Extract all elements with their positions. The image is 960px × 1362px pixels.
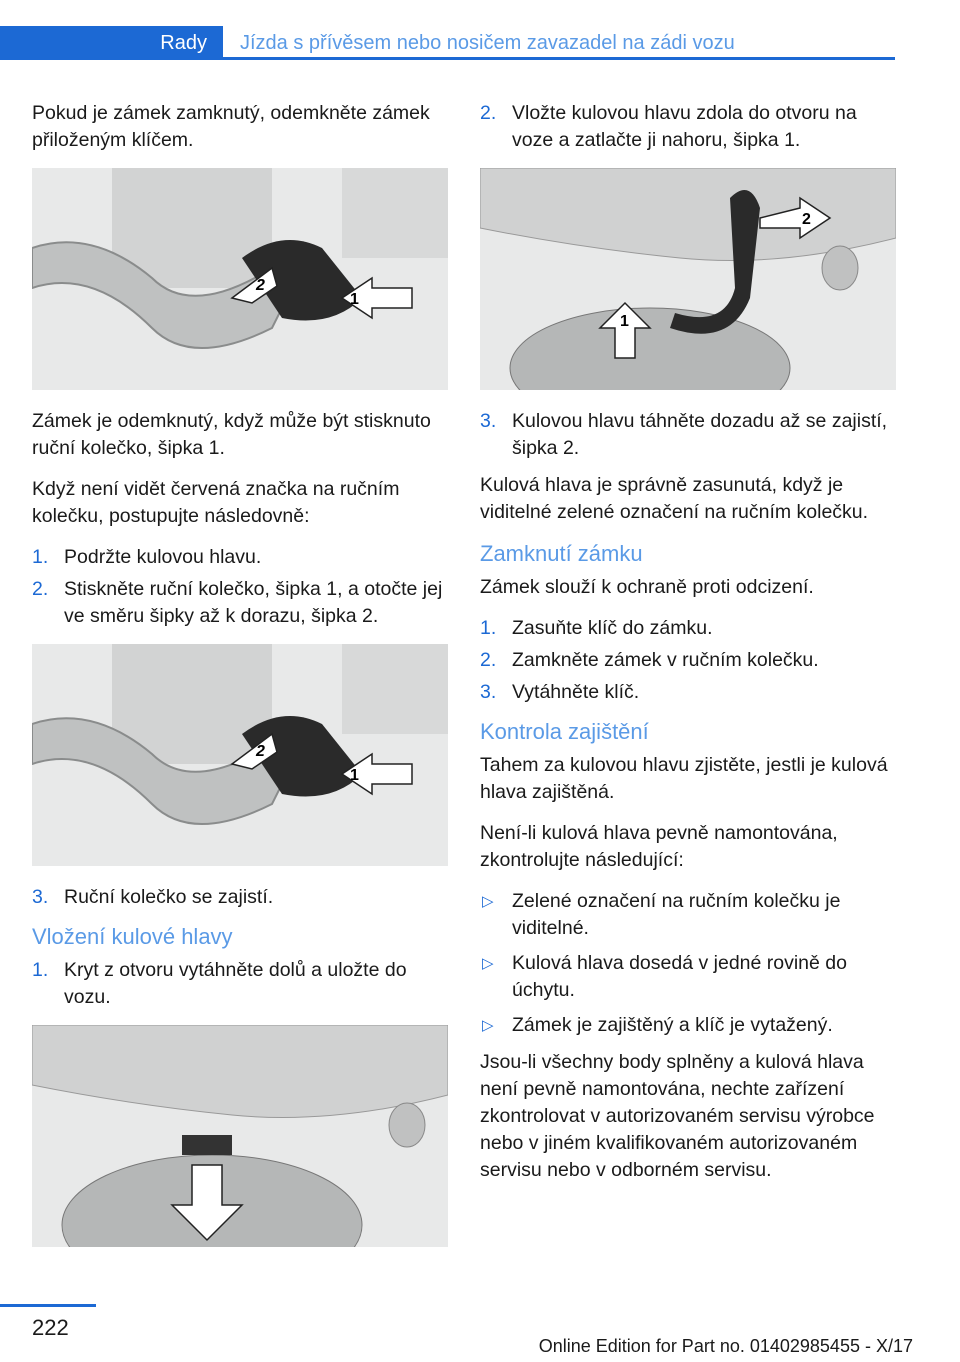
section-heading: Zamknutí zámku xyxy=(480,541,643,566)
list-item: 2. Zamkněte zámek v ručním kolečku. xyxy=(480,649,819,671)
arrow-label-1: 1 xyxy=(620,313,629,330)
footer-rule xyxy=(0,1304,96,1307)
list-item: 3. Vytáhněte klíč. xyxy=(480,681,640,703)
list-item: 1. Kryt z otvoru vytáhněte dolů a uložte do vozu. xyxy=(32,959,407,1008)
steps-list xyxy=(32,884,448,911)
triangle-bullet-icon: ▷ xyxy=(482,893,494,910)
left-column xyxy=(32,100,448,1265)
section-tab[interactable]: Rady xyxy=(0,26,223,60)
list-item: ▷ Zelené označení na ručním kolečku je viditelné. xyxy=(482,890,841,939)
list-item: 1. Zasuňte klíč do zámku. xyxy=(480,617,713,639)
paragraph: Pokud je zámek zamknutý, odemkněte zámek přiloženým klíčem. xyxy=(32,102,430,151)
list-item: ▷ Zámek je zajištěný a klíč je vytažený. xyxy=(480,1012,896,1039)
list-item: 3. Kulovou hlavu táhněte dozadu až se zajistí, šipka 2. xyxy=(480,410,888,459)
paragraph: Není-li kulová hlava pevně namontována, zkontrolujte následující: xyxy=(480,822,838,871)
triangle-bullet-icon: ▷ xyxy=(482,955,494,972)
paragraph: Zámek je odemknutý, když může být stisknuto ruční kolečko, šipka 1. xyxy=(32,410,431,459)
ball-head-lock-illustration xyxy=(32,168,448,390)
chapter-title[interactable]: Jízda s přívěsem nebo nosičem zavazadel na zádi vozu xyxy=(240,32,735,54)
steps-list xyxy=(32,544,448,630)
steps-list xyxy=(480,408,896,462)
ball-head-rotation-illustration xyxy=(32,644,448,866)
cover-removal-illustration xyxy=(32,1025,448,1247)
section-heading: Vložení kulové hlavy xyxy=(32,924,233,949)
right-column xyxy=(480,100,896,1198)
arrow-label-1: 1 xyxy=(350,767,359,784)
section-heading: Kontrola zajištění xyxy=(480,719,649,744)
page-header xyxy=(0,26,895,60)
steps-list xyxy=(480,615,896,706)
steps-list xyxy=(480,100,896,154)
arrow-label-2: 2 xyxy=(256,743,265,760)
list-item: 2. Stiskněte ruční kolečko, šipka 1, a otočte jej ve směru šipky až k dorazu, šipka 2. xyxy=(32,578,443,627)
arrow-label-2: 2 xyxy=(256,277,265,294)
paragraph: Kulová hlava je správně zasunutá, když je viditelné zelené označení na ručním kolečku. xyxy=(480,474,869,523)
ball-head-insert-illustration xyxy=(480,168,896,390)
list-item: 1. Podržte kulovou hlavu. xyxy=(32,546,262,568)
page-number: 222 xyxy=(32,1315,69,1340)
paragraph: Tahem za kulovou hlavu zjistěte, jestli je kulová hlava zajištěná. xyxy=(480,754,888,803)
header-rule xyxy=(0,57,895,60)
list-item: 2. Vložte kulovou hlavu zdola do otvoru na voze a zatlačte ji nahoru, šipka 1. xyxy=(480,102,857,151)
list-item: ▷ Kulová hlava dosedá v jedné rovině do úchytu. xyxy=(482,952,847,1001)
arrow-label-1: 1 xyxy=(350,291,359,308)
paragraph: Zámek slouží k ochraně proti odcizení. xyxy=(480,576,814,598)
steps-list xyxy=(32,957,448,1011)
list-item: 3. Ruční kolečko se zajistí. xyxy=(32,886,274,908)
paragraph: Když není vidět červená značka na ručním kolečku, postupujte následovně: xyxy=(32,478,400,527)
check-list xyxy=(480,888,896,1039)
paragraph: Jsou-li všechny body splněny a kulová hlava není pevně namontována, nechte zařízení zkontrolovat v autorizovaném servisu výrobce nebo v jiném kvalifikovaném autorizovaném servisu nebo v odborném servisu. xyxy=(480,1051,875,1181)
triangle-bullet-icon: ▷ xyxy=(482,1017,494,1034)
arrow-label-2: 2 xyxy=(802,211,811,228)
edition-note: Online Edition for Part no. 01402985455 - X/17 xyxy=(538,1336,913,1356)
